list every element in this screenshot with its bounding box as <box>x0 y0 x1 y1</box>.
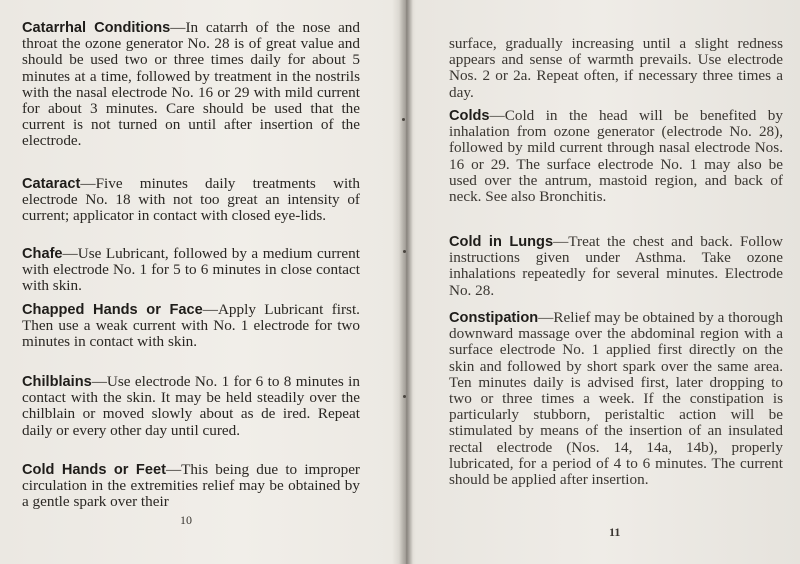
entry-text: —This being due to improper circulation in the extremities relief may be obtained by a gentle spark over their <box>22 461 360 511</box>
binding-mark <box>403 250 406 253</box>
entry-term: Colds <box>449 108 490 124</box>
entry-text: —Use electrode No. 1 for 6 to 8 minutes in contact with the skin. It may be held steadily over the chilblain or moved slowly about as de ired. Repeat daily or every other day until cured. <box>22 373 360 439</box>
binding-mark <box>403 395 406 398</box>
entry-chafe <box>22 246 360 295</box>
entry-constipation <box>449 310 783 488</box>
entry-term: Chilblains <box>22 374 92 390</box>
entry-term: Cataract <box>22 176 81 192</box>
entry-text: —Treat the chest and back. Follow instructions given under Asthma. Take ozone inhalations repeatedly for several minutes. Electrode No. 28. <box>449 233 783 299</box>
entry-term: Catarrhal Conditions <box>22 20 171 36</box>
entry-text: —Relief may be obtained by a thorough downward massage over the abdominal region with a surface electrode No. 1 applied first directly on the skin and followed by short spark over the same area. Ten minutes daily is advised first, later dropping to two or three times a week. If the constipation is particularly stubborn, peristaltic action will be stimulated by means of the insertion of an insulated rectal electrode (Nos. 14, 14a, 14b), properly lubricated, for a period of 4 to 6 minutes. The current should be applied after insertion. <box>449 309 783 489</box>
book-gutter <box>399 0 413 564</box>
entry-term: Constipation <box>449 310 539 326</box>
entry-chilblains <box>22 374 360 439</box>
entry-term: Chafe <box>22 246 63 262</box>
right-page <box>449 0 783 564</box>
entry-cold-in-lungs <box>449 234 783 299</box>
entry-colds <box>449 108 783 205</box>
entry-text: —Use Lubricant, followed by a medium current with electrode No. 1 for 5 to 6 minutes in close contact with skin. <box>22 245 360 295</box>
entry-term: Cold Hands or Feet <box>22 462 166 478</box>
entry-cold-hands-or-feet <box>22 462 360 511</box>
entry-chapped-hands-or-face <box>22 302 360 351</box>
binding-mark <box>402 118 405 121</box>
entry-term: Chapped Hands or Face <box>22 302 203 318</box>
entry-text: —Apply Lubricant first. Then use a weak current with No. 1 electrode for two minutes in contact with skin. <box>22 301 360 351</box>
entry-term: Cold in Lungs <box>449 234 554 250</box>
entry-text: —Cold in the head will be benefited by inhalation from ozone generator (electrode No. 28), followed by mild current through nasal electrode Nos. 16 or 29. The surface electrode No. 1 may also be used over the antrum, mastoid region, and back of neck. See also Bronchitis. <box>449 107 783 206</box>
entry-catarrhal-conditions <box>22 20 360 150</box>
entry-text: —In catarrh of the nose and throat the ozone generator No. 28 is of great value and should be used two or three times daily for about 5 minutes at a time, followed by treatment in the nostrils with the nasal electrode No. 16 or 29 with mild current for about 3 minutes. Care should be used that the current is not turned on until after insertion of the electrode. <box>22 19 360 150</box>
left-page <box>22 0 360 564</box>
entry-text: —Five minutes daily treatments with electrode No. 18 with not too great an intensity of current; applicator in contact with closed eye-lids. <box>22 175 360 225</box>
entry-cataract <box>22 176 360 225</box>
page-number: 11 <box>609 525 621 539</box>
continuation-text: surface, gradually increasing until a slight redness appears and sense of warmth prevails. Use electrode Nos. 2 or 2a. Repeat often, if necessary three times a day. <box>449 35 783 101</box>
page-number: 10 <box>180 513 192 527</box>
